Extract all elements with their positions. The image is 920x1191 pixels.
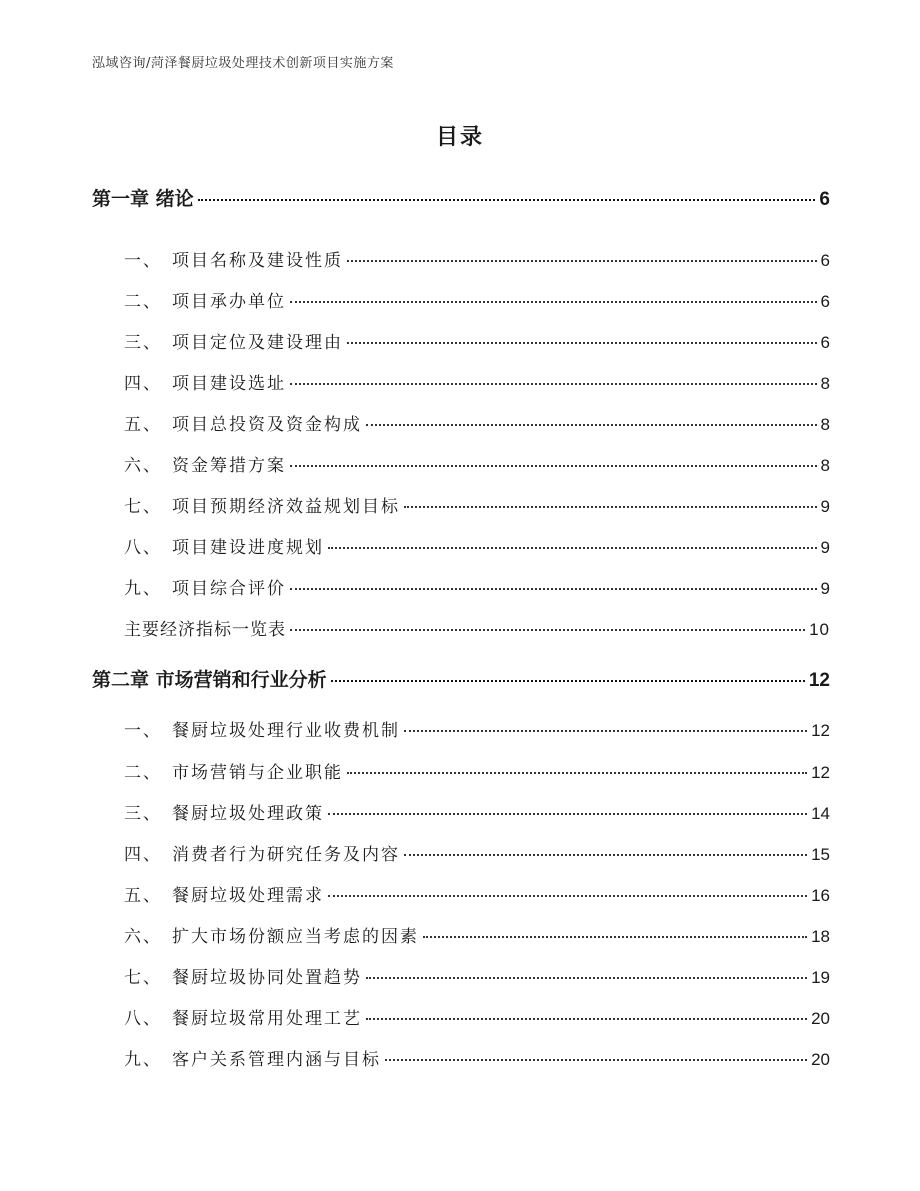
page-number: 9 [820, 579, 830, 598]
entry-number: 七、 [124, 968, 162, 988]
entry-title: 消费者行为研究任务及内容 [172, 845, 400, 865]
toc-entry[interactable] [124, 246, 830, 271]
entry-number: 九、 [124, 579, 162, 599]
page-number: 8 [820, 415, 830, 434]
chapter-label: 第二章 市场营销和行业分析 [92, 669, 327, 691]
toc-entry[interactable] [124, 963, 830, 988]
dot-leader [290, 301, 817, 303]
dot-leader [347, 772, 807, 774]
page-number: 12 [811, 721, 830, 740]
page-number: 20 [811, 1050, 830, 1069]
entry-title: 项目建设选址 [172, 374, 286, 394]
entry-number: 六、 [124, 456, 162, 476]
entry-title: 餐厨垃圾常用处理工艺 [172, 1009, 362, 1029]
page-number: 6 [820, 251, 830, 270]
toc-entry[interactable] [124, 492, 830, 517]
toc-entry[interactable] [124, 451, 830, 476]
toc-entry[interactable] [124, 369, 830, 394]
dot-leader [404, 854, 807, 856]
entry-title: 项目综合评价 [172, 579, 286, 599]
toc-entry[interactable] [124, 410, 830, 435]
entry-title: 客户关系管理内涵与目标 [172, 1050, 381, 1070]
entry-title: 市场营销与企业职能 [172, 763, 343, 783]
page-number: 9 [820, 538, 830, 557]
dot-leader [290, 465, 817, 467]
dot-leader [290, 629, 805, 631]
running-header: 泓域咨询/菏泽餐厨垃圾处理技术创新项目实施方案 [92, 56, 394, 71]
toc-chapter-2[interactable] [92, 665, 830, 692]
entry-title: 项目承办单位 [172, 292, 286, 312]
page-number: 9 [820, 497, 830, 516]
page-number: 6 [820, 333, 830, 352]
dot-leader [328, 895, 807, 897]
entry-number: 七、 [124, 497, 162, 517]
toc-entry[interactable] [124, 922, 830, 947]
dot-leader [366, 977, 807, 979]
page-number: 8 [820, 456, 830, 475]
dot-leader [366, 424, 817, 426]
entry-number: 三、 [124, 804, 162, 824]
entry-title: 项目定位及建设理由 [172, 333, 343, 353]
page-number: 20 [811, 1009, 830, 1028]
dot-leader [328, 547, 817, 549]
toc-entry[interactable] [124, 533, 830, 558]
toc-chapter-1[interactable] [92, 184, 830, 211]
entry-title: 扩大市场份额应当考虑的因素 [172, 927, 419, 947]
page-number: 19 [811, 968, 830, 987]
entry-title: 餐厨垃圾协同处置趋势 [172, 968, 362, 988]
toc-entry[interactable] [124, 1004, 830, 1029]
entry-number: 三、 [124, 333, 162, 353]
entry-title: 餐厨垃圾处理政策 [172, 804, 324, 824]
dot-leader [404, 730, 807, 732]
entry-title: 项目总投资及资金构成 [172, 415, 362, 435]
entry-number: 五、 [124, 415, 162, 435]
entry-title: 项目预期经济效益规划目标 [172, 497, 400, 517]
chapter-label: 第一章 绪论 [92, 188, 194, 210]
dot-leader [347, 342, 817, 344]
dot-leader [331, 680, 805, 682]
page-number: 10 [809, 620, 830, 639]
page-number: 6 [819, 189, 830, 210]
entry-number: 八、 [124, 538, 162, 558]
toc-entry[interactable] [124, 574, 830, 599]
page-number: 15 [811, 845, 830, 864]
entry-number: 一、 [124, 721, 162, 741]
entry-title: 主要经济指标一览表 [124, 620, 286, 640]
dot-leader [347, 260, 817, 262]
page-number: 16 [811, 886, 830, 905]
dot-leader [423, 936, 807, 938]
dot-leader [385, 1059, 807, 1061]
page-number: 12 [808, 670, 830, 691]
entry-number: 四、 [124, 845, 162, 865]
entry-number: 六、 [124, 927, 162, 947]
entry-title: 餐厨垃圾处理需求 [172, 886, 324, 906]
dot-leader [290, 588, 817, 590]
entry-number: 八、 [124, 1009, 162, 1029]
dot-leader [404, 506, 817, 508]
entry-title: 项目名称及建设性质 [172, 251, 343, 271]
toc-entry[interactable] [124, 287, 830, 312]
toc-entry-table[interactable] [124, 615, 830, 640]
dot-leader [328, 813, 807, 815]
entry-number: 二、 [124, 763, 162, 783]
page-number: 8 [820, 374, 830, 393]
toc-entry[interactable] [124, 881, 830, 906]
entry-number: 九、 [124, 1050, 162, 1070]
page-number: 12 [811, 763, 830, 782]
entry-number: 一、 [124, 251, 162, 271]
page-number: 14 [811, 804, 830, 823]
toc-entry[interactable] [124, 799, 830, 824]
toc-entry[interactable] [124, 758, 830, 783]
toc-entry[interactable] [124, 840, 830, 865]
entry-title: 项目建设进度规划 [172, 538, 324, 558]
toc-entry[interactable] [124, 716, 830, 741]
entry-title: 餐厨垃圾处理行业收费机制 [172, 721, 400, 741]
dot-leader [198, 199, 816, 201]
toc-entry[interactable] [124, 328, 830, 353]
toc-title: 目录 [435, 125, 484, 150]
entry-number: 四、 [124, 374, 162, 394]
entry-title: 资金筹措方案 [172, 456, 286, 476]
entry-number: 二、 [124, 292, 162, 312]
page-number: 18 [811, 927, 830, 946]
entry-number: 五、 [124, 886, 162, 906]
page-number: 6 [820, 292, 830, 311]
toc-entry[interactable] [124, 1045, 830, 1070]
dot-leader [366, 1018, 807, 1020]
dot-leader [290, 383, 817, 385]
